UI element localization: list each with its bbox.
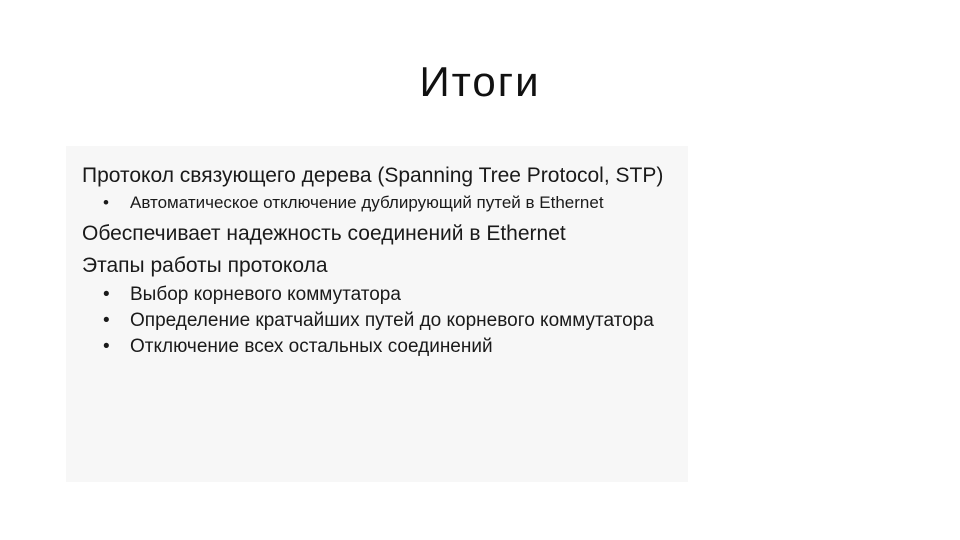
bullet-stages: Этапы работы протокола — [82, 254, 328, 277]
sub-bullet-text: Отключение всех остальных соединений — [130, 336, 493, 357]
sub-bullet-text: Автоматическое отключение дублирующий путей в Ethernet — [130, 193, 604, 212]
bullet-reliability: Обеспечивает надежность соединений в Ethernet — [82, 222, 566, 245]
sub-bullet-root-selection — [82, 282, 674, 308]
sub-bullet-text: Выбор корневого коммутатора — [130, 284, 401, 305]
bullet-stp-protocol: Протокол связующего дерева (Spanning Tree Protocol, STP) — [82, 164, 664, 187]
bullet-dot: • — [103, 193, 109, 212]
stages-sublist — [82, 282, 674, 360]
stp-sublist — [82, 192, 674, 214]
bullet-dot: • — [103, 310, 110, 331]
sub-bullet-text: Определение кратчайших путей до корневого коммутатора — [130, 310, 654, 331]
sub-bullet-disable-others — [82, 334, 674, 360]
bullet-dot: • — [103, 284, 110, 305]
slide-title: Итоги — [419, 58, 541, 105]
bullet-dot: • — [103, 336, 110, 357]
content-image — [66, 146, 688, 482]
sub-bullet-shortest-paths — [82, 308, 674, 334]
sub-bullet-auto-disable — [82, 192, 674, 214]
